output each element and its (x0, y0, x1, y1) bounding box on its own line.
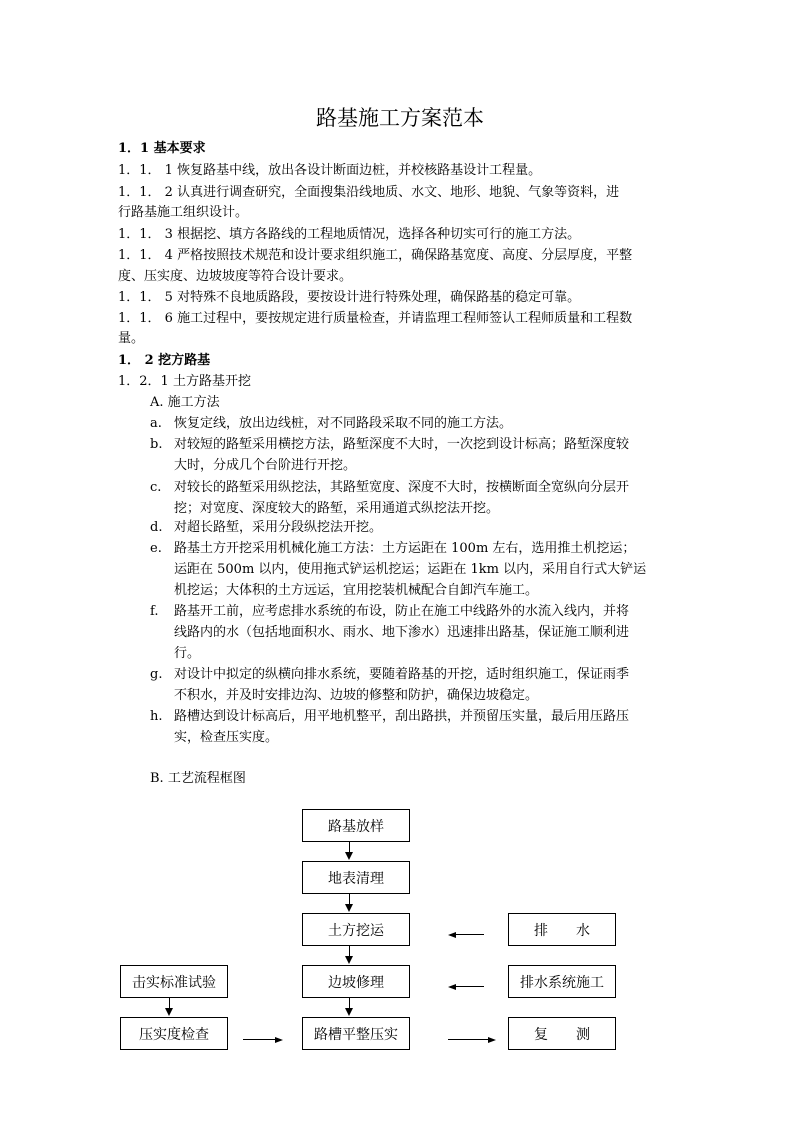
connector (169, 998, 170, 1008)
list-marker: g. (150, 667, 163, 682)
arrow-down-icon (345, 1008, 353, 1016)
paragraph-line: 1．1． 5 对特殊不良地质路段，要按设计进行特殊处理，确保路基的稳定可靠。 (118, 290, 581, 305)
list-item-text: 恢复定线，放出边线桩，对不同路段采取不同的施工方法。 (174, 416, 513, 431)
list-item-text: 机挖运；大体积的土方远运，宜用挖装机械配合自卸汽车施工。 (174, 583, 539, 598)
connector (456, 934, 484, 935)
flow-box-slope-trim: 边坡修理 (302, 965, 410, 998)
paragraph-line: 1．1． 3 根据挖、填方各路线的工程地质情况，选择各种切实可行的施工方法。 (118, 227, 581, 242)
flow-box-earth-haul: 土方挖运 (302, 913, 410, 946)
section-heading-basic-requirements: 1．1 基本要求 (118, 141, 206, 156)
list-item-text: 路基开工前，应考虑排水系统的布设，防止在施工中线路外的水流入线内，并将 (174, 604, 630, 619)
arrow-down-icon (345, 852, 353, 860)
document-title: 路基施工方案范本 (316, 106, 484, 130)
flow-box-retest: 复 测 (508, 1017, 616, 1050)
arrow-left-icon (448, 984, 456, 990)
paragraph-line: 1．1． 4 严格按照技术规范和设计要求组织施工，确保路基宽度、高度、分层厚度，平整 (118, 248, 633, 263)
list-item-text: 大时，分成几个台阶进行开挖。 (174, 458, 357, 473)
arrow-right-icon (488, 1037, 496, 1043)
list-item-text: 不积水，并及时安排边沟、边坡的修整和防护，确保边坡稳定。 (174, 688, 539, 703)
list-item-text: 对较短的路堑采用横挖方法，路堑深度不大时，一次挖到设计标高；路堑深度较 (174, 437, 630, 452)
arrow-down-icon (165, 1008, 173, 1016)
list-item-text: 行。 (174, 646, 201, 661)
list-item-text: 对设计中拟定的纵横向排水系统，要随着路基的开挖，适时组织施工，保证雨季 (174, 667, 630, 682)
paragraph-line: 行路基施工组织设计。 (118, 205, 249, 220)
methods-heading: A. 施工方法 (150, 395, 220, 410)
flow-box-subgrade-compact: 路槽平整压实 (302, 1017, 410, 1050)
flow-box-compaction-standard-test: 击实标准试验 (120, 965, 228, 998)
paragraph-line: 1．1． 2 认真进行调查研究，全面搜集沿线地质、水文、地形、地貌、气象等资料，进 (118, 185, 620, 200)
flow-box-survey: 路基放样 (302, 809, 410, 842)
connector (448, 1039, 488, 1040)
arrow-right-icon (275, 1037, 283, 1043)
list-marker: h. (150, 709, 163, 724)
paragraph-line: 量。 (118, 331, 145, 346)
list-item-text: 对超长路堑，采用分段纵挖法开挖。 (174, 520, 383, 535)
list-item-text: 运距在 500m 以内，使用拖式铲运机挖运；运距在 1km 以内，采用自行式大铲运 (174, 562, 647, 577)
list-item-text: 线路内的水（包括地面积水、雨水、地下渗水）迅速排出路基，保证施工顺利进 (174, 625, 630, 640)
connector (349, 998, 350, 1008)
arrow-down-icon (345, 956, 353, 964)
list-item-text: 对较长的路堑采用纵挖法，其路堑宽度、深度不大时，按横断面全宽纵向分层开 (174, 480, 630, 495)
list-marker: f. (150, 604, 159, 619)
connector (349, 842, 350, 852)
connector (243, 1039, 275, 1040)
list-marker: e. (150, 541, 162, 556)
connector (349, 894, 350, 904)
paragraph-line: 1．1． 6 施工过程中，要按规定进行质量检查，并请监理工程师签认工程师质量和工程数 (118, 311, 633, 326)
subsection-heading: 1．2．1 土方路基开挖 (118, 374, 251, 389)
arrow-down-icon (345, 904, 353, 912)
list-item-text: 挖；对宽度、深度较大的路堑，采用通道式纵挖法开挖。 (174, 501, 500, 516)
flow-box-drainage-system: 排水系统施工 (508, 965, 616, 998)
flow-box-compaction-check: 压实度检查 (120, 1017, 228, 1050)
flow-box-clearing: 地表清理 (302, 861, 410, 894)
list-item-text: 路槽达到设计标高后，用平地机整平，刮出路拱，并预留压实量，最后用压路压 (174, 709, 630, 724)
section-heading-cut-subgrade: 1． 2 挖方路基 (118, 353, 211, 368)
paragraph-line: 1．1． 1 恢复路基中线，放出各设计断面边桩，并校核路基设计工程量。 (118, 163, 542, 178)
list-item-text: 实，检查压实度。 (174, 730, 279, 745)
arrow-left-icon (448, 932, 456, 938)
list-item-text: 路基土方开挖采用机械化施工方法：土方运距在 100m 左右，选用推土机挖运； (174, 541, 636, 556)
list-marker: d. (150, 520, 163, 535)
flowchart-heading: B. 工艺流程框图 (150, 771, 246, 786)
list-marker: c. (150, 480, 162, 495)
list-marker: a. (150, 416, 162, 431)
list-marker: b. (150, 437, 163, 452)
connector (349, 946, 350, 956)
paragraph-line: 度、压实度、边坡坡度等符合设计要求。 (118, 269, 353, 284)
connector (456, 986, 484, 987)
flow-box-drainage: 排 水 (508, 913, 616, 946)
